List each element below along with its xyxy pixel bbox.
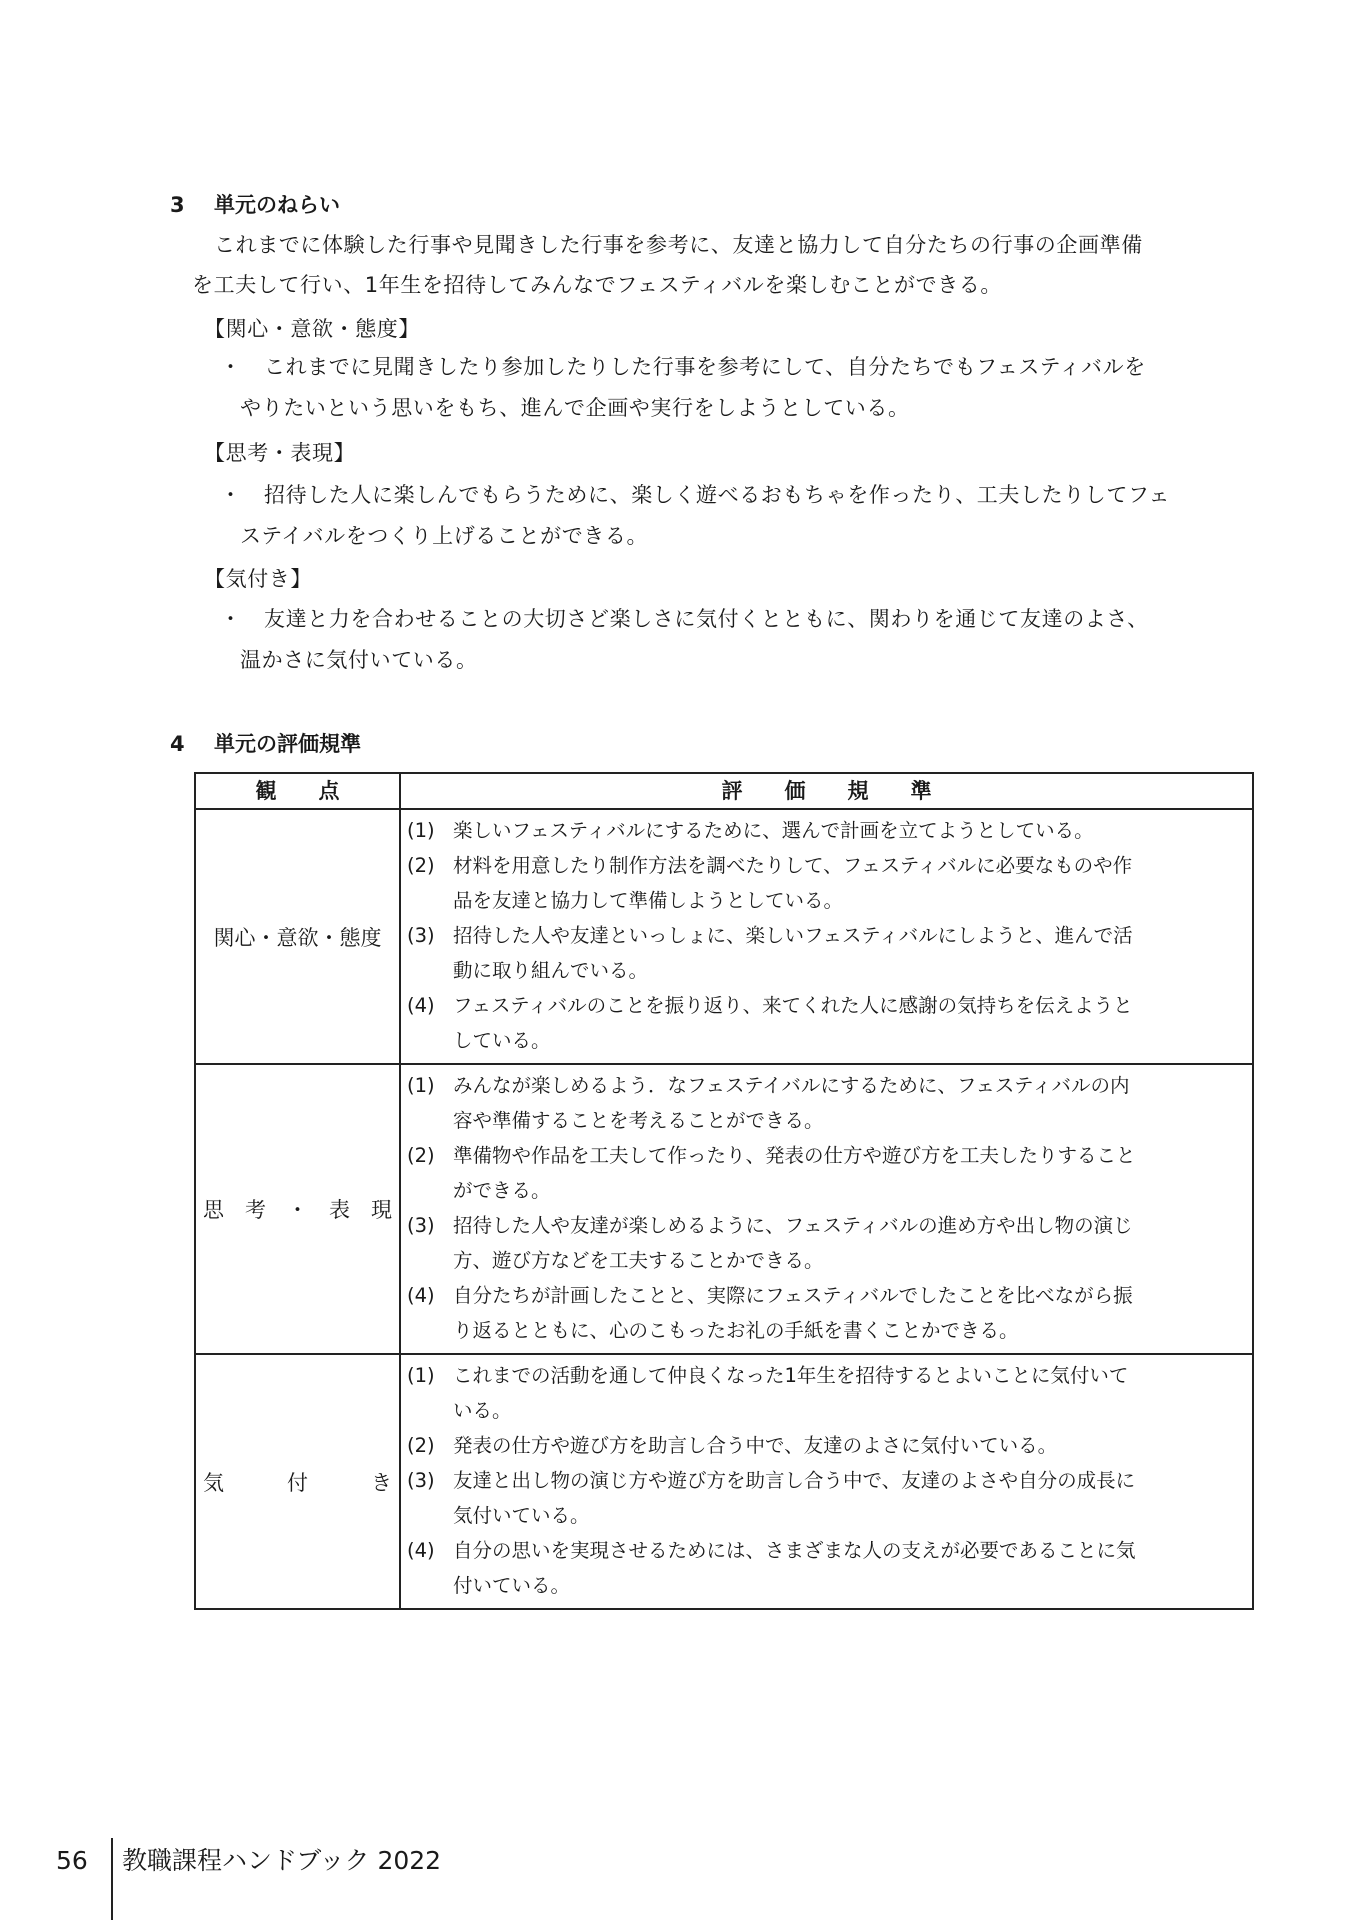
group-line: ステイバルをつくり上げることができる。 — [240, 524, 649, 548]
item-line: している。 — [453, 1029, 551, 1052]
item-line: フェスティバルのことを振り返り、来てくれた人に感謝の気持ちを伝えようと — [453, 994, 1133, 1017]
criteria-item — [407, 1358, 1244, 1428]
item-line: 自分の思いを実現させるためには、さまざまな人の支えが必要であることに気 — [453, 1539, 1136, 1562]
section-3-heading — [170, 190, 340, 220]
section-title: 単元の評価規準 — [214, 732, 361, 756]
item-line: 招待した人や友達といっしょに、楽しいフェスティバルにしようと、進んで活 — [453, 924, 1133, 947]
item-number: (2) — [407, 854, 435, 877]
evaluation-criteria-table — [194, 772, 1254, 1610]
item-number: (1) — [407, 1074, 435, 1097]
item-number: (4) — [407, 1539, 435, 1562]
item-line: 気付いている。 — [453, 1504, 590, 1527]
criteria-item — [407, 848, 1244, 918]
item-line: みんなが楽しめるよう．なフェステイバルにするために、フェスティバルの内 — [453, 1074, 1130, 1097]
criteria-item — [407, 813, 1244, 848]
group-line: 招待した人に楽しんでもらうために、楽しく遊べるおもちゃを作ったり、工夫したりしてフェ — [264, 483, 1171, 507]
criteria-item — [407, 1428, 1244, 1463]
item-line: これまでの活動を通して仲良くなった1年生を招待するとよいことに気付いて — [453, 1364, 1129, 1387]
item-line: 発表の仕方や遊び方を助言し合う中で、友達のよさに気付いている。 — [453, 1434, 1058, 1457]
page-number: 56 — [56, 1846, 88, 1875]
section-title: 単元のねらい — [214, 193, 340, 217]
bullet: ・ — [220, 483, 242, 507]
criteria-item — [407, 918, 1244, 988]
item-line: 動に取り組んでいる。 — [453, 959, 649, 982]
header-criteria: 評 価 規 準 — [400, 773, 1253, 809]
bullet: ・ — [220, 355, 242, 379]
item-line: 準備物や作品を工夫して作ったり、発表の仕方や遊び方を工夫したりすること — [453, 1144, 1136, 1167]
group-line: 友達と力を合わせることの大切さど楽しさに気付くとともに、関わりを通じて友達のよさ、 — [264, 607, 1149, 631]
criteria-item — [407, 1533, 1244, 1603]
intro-line: を工夫して行い、1年生を招待してみんなでフェスティバルを楽しむことができる。 — [192, 273, 1003, 297]
criteria-item — [407, 1208, 1244, 1278]
item-line: 楽しいフェスティバルにするために、選んで計画を立てようとしている。 — [453, 819, 1094, 842]
criteria-item — [407, 988, 1244, 1058]
item-line: ができる。 — [453, 1179, 551, 1202]
item-number: (3) — [407, 1214, 435, 1237]
item-line: 容や準備することを考えることができる。 — [453, 1109, 824, 1132]
item-number: (3) — [407, 924, 435, 947]
footer-divider — [111, 1838, 113, 1920]
section-number: 3 — [170, 193, 185, 217]
item-line: 品を友達と協力して準備しようとしている。 — [453, 889, 844, 912]
item-line: 付いている。 — [453, 1574, 571, 1597]
item-number: (4) — [407, 1284, 435, 1307]
criteria-item — [407, 1138, 1244, 1208]
item-number: (4) — [407, 994, 435, 1017]
group-label: 【思考・表現】 — [204, 441, 356, 465]
table-row — [195, 809, 1253, 1064]
row-category: 関心・意欲・態度 — [195, 809, 400, 1064]
footer-title: 教職課程ハンドブック 2022 — [122, 1846, 442, 1875]
bullet: ・ — [220, 607, 242, 631]
item-number: (2) — [407, 1434, 435, 1457]
row-items — [400, 1354, 1253, 1609]
item-line: 自分たちが計画したことと、実際にフェスティバルでしたことを比べながら振 — [453, 1284, 1133, 1307]
group-line: これまでに見聞きしたり参加したりした行事を参考にして、自分たちでもフェスティバルを — [264, 355, 1146, 379]
group-label: 【気付き】 — [204, 567, 312, 591]
table-row — [195, 1354, 1253, 1609]
table-header-row — [195, 773, 1253, 809]
item-line: 招待した人や友達が楽しめるように、フェスティバルの進め方や出し物の演じ — [453, 1214, 1133, 1237]
item-line: り返るとともに、心のこもったお礼の手紙を書くことかできる。 — [453, 1319, 1019, 1342]
group-line: やりたいという思いをもち、進んで企画や実行をしようとしている。 — [240, 396, 910, 420]
item-line: 材料を用意したり制作方法を調べたりして、フェスティバルに必要なものや作 — [453, 854, 1133, 877]
section-4-heading — [170, 729, 361, 759]
table-row — [195, 1064, 1253, 1354]
row-items — [400, 809, 1253, 1064]
criteria-item — [407, 1463, 1244, 1533]
row-category: 気 付 き — [195, 1354, 400, 1609]
item-line: 方、遊び方などを工夫することかできる。 — [453, 1249, 824, 1272]
item-number: (1) — [407, 819, 435, 842]
row-category: 思 考 ・ 表 現 — [195, 1064, 400, 1354]
item-number: (1) — [407, 1364, 435, 1387]
group-line: 温かさに気付いている。 — [240, 648, 478, 672]
item-line: いる。 — [453, 1399, 512, 1422]
item-number: (2) — [407, 1144, 435, 1167]
item-line: 友達と出し物の演じ方や遊び方を助言し合う中で、友達のよさや自分の成長に — [453, 1469, 1136, 1492]
header-viewpoint: 観 点 — [195, 773, 400, 809]
section-number: 4 — [170, 732, 185, 756]
criteria-item — [407, 1068, 1244, 1138]
row-items — [400, 1064, 1253, 1354]
criteria-item — [407, 1278, 1244, 1348]
intro-line: これまでに体験した行事や見聞きした行事を参考に、友達と協力して自分たちの行事の企画準備 — [214, 233, 1143, 257]
group-label: 【関心・意欲・態度】 — [204, 317, 420, 341]
item-number: (3) — [407, 1469, 435, 1492]
